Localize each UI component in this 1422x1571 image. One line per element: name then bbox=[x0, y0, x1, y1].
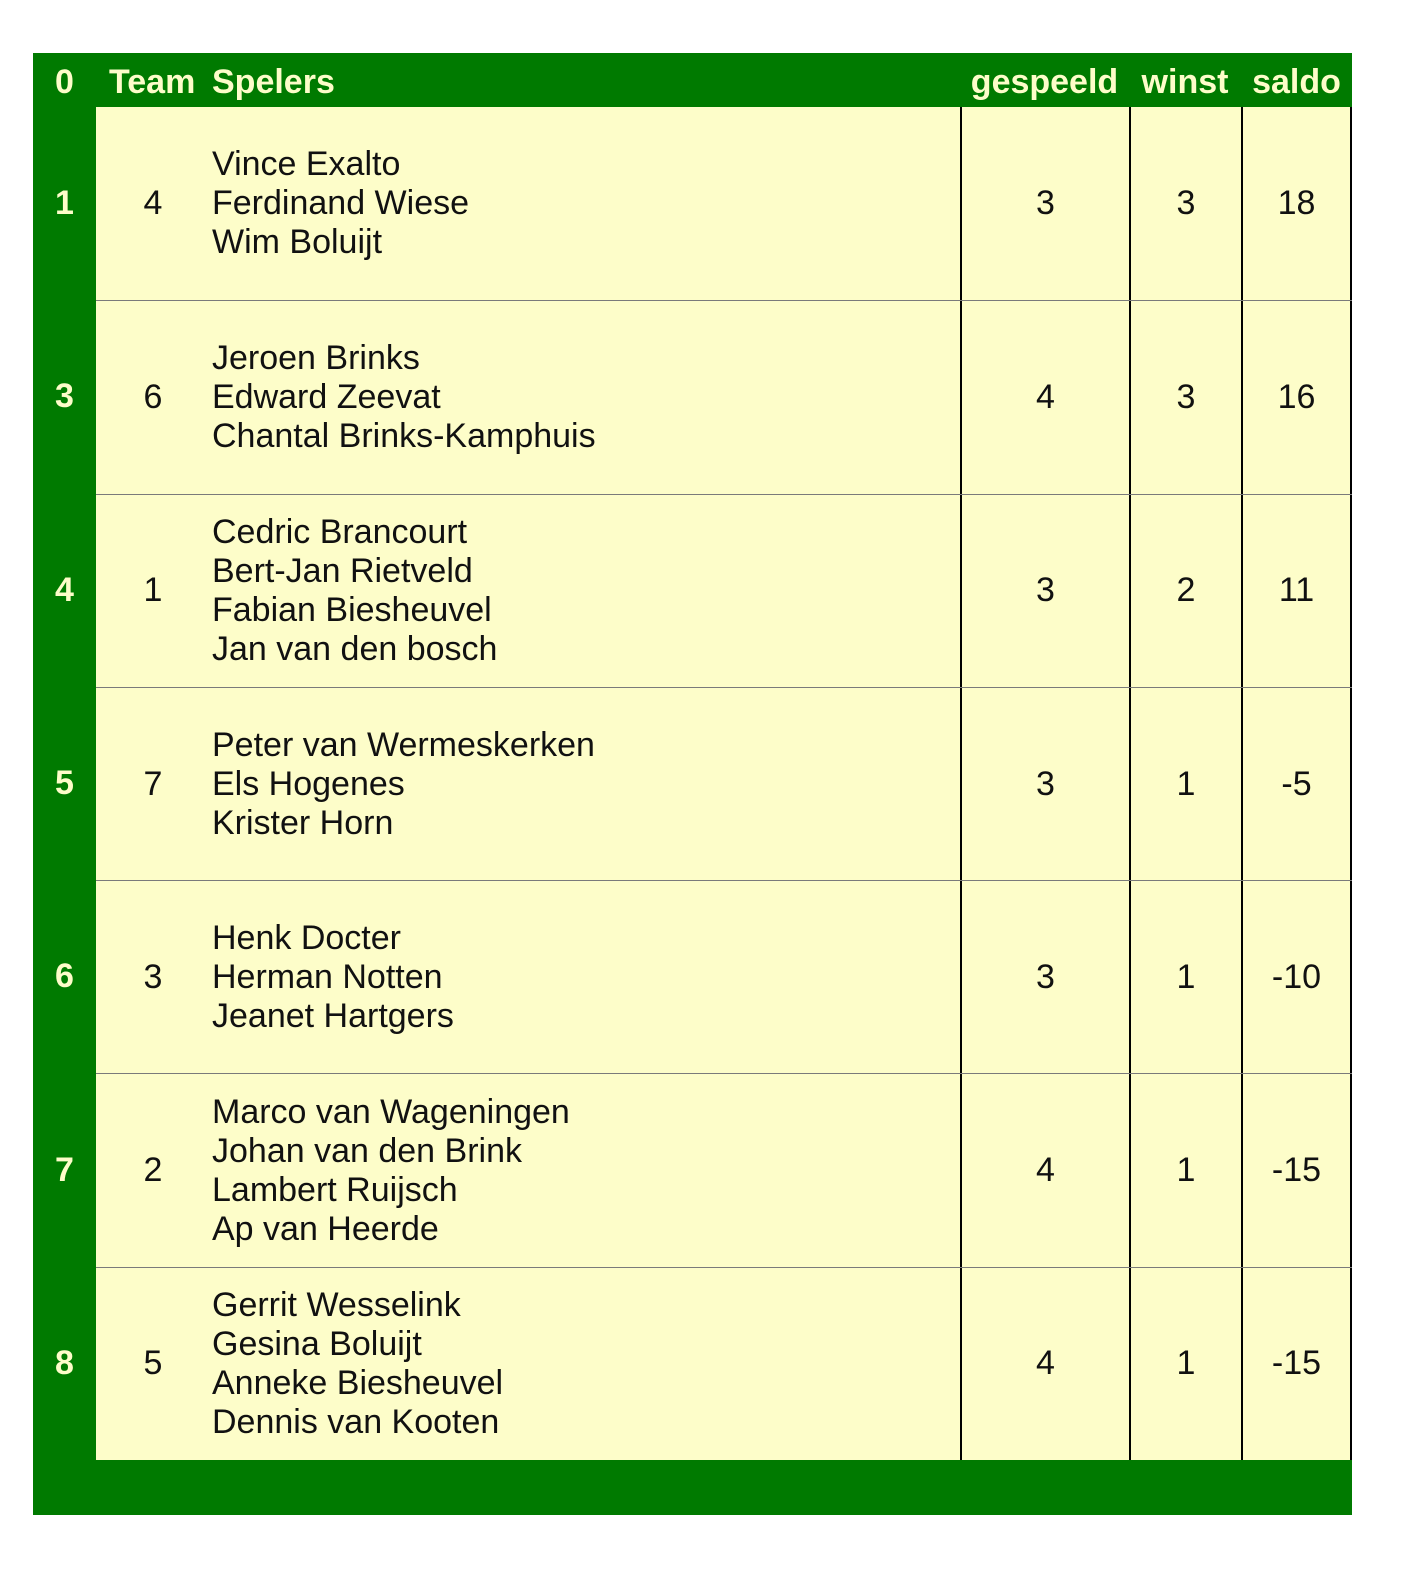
winst-cell: 1 bbox=[1129, 1074, 1241, 1266]
player-name: Els Hogenes bbox=[212, 764, 405, 803]
player-name: Gesina Boluijt bbox=[212, 1324, 422, 1363]
team-cell: 1 bbox=[143, 571, 163, 610]
player-name: Bert-Jan Rietveld bbox=[212, 551, 473, 590]
saldo-cell: -10 bbox=[1241, 881, 1352, 1073]
team-cell: 4 bbox=[143, 184, 163, 223]
header-rank: 0 bbox=[55, 63, 74, 101]
rank-cell: 3 bbox=[55, 377, 74, 416]
table-row bbox=[33, 1267, 1352, 1460]
standings-table bbox=[33, 53, 1352, 1515]
saldo-cell: 11 bbox=[1241, 495, 1352, 687]
header-gespeeld: gespeeld bbox=[970, 63, 1119, 101]
team-cell: 5 bbox=[143, 1344, 163, 1383]
team-cell: 6 bbox=[143, 377, 163, 416]
winst-cell: 1 bbox=[1129, 688, 1241, 880]
player-name: Marco van Wageningen bbox=[212, 1092, 570, 1131]
header-saldo: saldo bbox=[1252, 63, 1341, 101]
saldo-cell: -15 bbox=[1241, 1074, 1352, 1266]
player-name: Jan van den bosch bbox=[212, 629, 498, 668]
winst-cell: 2 bbox=[1129, 495, 1241, 687]
player-name: Jeroen Brinks bbox=[212, 338, 420, 377]
team-cell: 3 bbox=[143, 957, 163, 996]
players-cell bbox=[212, 301, 952, 493]
winst-cell: 3 bbox=[1129, 301, 1241, 493]
rank-cell: 1 bbox=[55, 184, 74, 223]
players-cell bbox=[212, 881, 952, 1073]
player-name: Herman Notten bbox=[212, 957, 443, 996]
table-row bbox=[33, 1073, 1352, 1266]
player-name: Johan van den Brink bbox=[212, 1131, 522, 1170]
rank-cell: 4 bbox=[55, 570, 74, 609]
row-cells bbox=[96, 1073, 1352, 1266]
player-name: Peter van Wermeskerken bbox=[212, 725, 595, 764]
winst-cell: 1 bbox=[1129, 1268, 1241, 1460]
gespeeld-cell: 4 bbox=[960, 1074, 1129, 1266]
player-name: Fabian Biesheuvel bbox=[212, 590, 492, 629]
player-name: Edward Zeevat bbox=[212, 377, 441, 416]
player-name: Ap van Heerde bbox=[212, 1209, 439, 1248]
player-name: Dennis van Kooten bbox=[212, 1402, 500, 1441]
gespeeld-cell: 3 bbox=[960, 495, 1129, 687]
rank-cell: 7 bbox=[55, 1150, 74, 1189]
table-row bbox=[33, 687, 1352, 880]
team-cell: 7 bbox=[143, 764, 163, 803]
saldo-cell: 18 bbox=[1241, 107, 1352, 300]
row-cells bbox=[96, 880, 1352, 1073]
row-cells bbox=[96, 300, 1352, 493]
players-cell bbox=[212, 1268, 952, 1460]
gespeeld-cell: 3 bbox=[960, 881, 1129, 1073]
row-cells bbox=[96, 1267, 1352, 1460]
players-cell bbox=[212, 1074, 952, 1266]
row-cells bbox=[96, 687, 1352, 880]
player-name: Vince Exalto bbox=[212, 145, 401, 184]
winst-cell: 3 bbox=[1129, 107, 1241, 300]
table-header bbox=[33, 53, 1352, 107]
players-cell bbox=[212, 495, 952, 687]
team-cell: 2 bbox=[143, 1151, 163, 1190]
row-cells bbox=[96, 107, 1352, 300]
player-name: Lambert Ruijsch bbox=[212, 1170, 458, 1209]
gespeeld-cell: 4 bbox=[960, 1268, 1129, 1460]
player-name: Krister Horn bbox=[212, 803, 394, 842]
player-name: Cedric Brancourt bbox=[212, 512, 468, 551]
players-cell bbox=[212, 688, 952, 880]
player-name: Anneke Biesheuvel bbox=[212, 1363, 504, 1402]
header-winst: winst bbox=[1141, 63, 1229, 101]
header-team: Team bbox=[109, 63, 196, 101]
table-row bbox=[33, 107, 1352, 300]
saldo-cell: -15 bbox=[1241, 1268, 1352, 1460]
player-name: Ferdinand Wiese bbox=[212, 184, 470, 223]
saldo-cell: -5 bbox=[1241, 688, 1352, 880]
table-row bbox=[33, 300, 1352, 493]
header-spelers: Spelers bbox=[212, 63, 335, 101]
players-cell bbox=[212, 107, 952, 300]
player-name: Henk Docter bbox=[212, 918, 401, 957]
row-cells bbox=[96, 494, 1352, 687]
table-row bbox=[33, 880, 1352, 1073]
rank-cell: 8 bbox=[55, 1343, 74, 1382]
saldo-cell: 16 bbox=[1241, 301, 1352, 493]
player-name: Jeanet Hartgers bbox=[212, 996, 454, 1035]
table-body bbox=[33, 107, 1352, 1460]
winst-cell: 1 bbox=[1129, 881, 1241, 1073]
rank-cell: 5 bbox=[55, 764, 74, 803]
gespeeld-cell: 3 bbox=[960, 688, 1129, 880]
gespeeld-cell: 3 bbox=[960, 107, 1129, 300]
player-name: Chantal Brinks-Kamphuis bbox=[212, 416, 596, 455]
player-name: Wim Boluijt bbox=[212, 223, 383, 262]
gespeeld-cell: 4 bbox=[960, 301, 1129, 493]
player-name: Gerrit Wesselink bbox=[212, 1285, 461, 1324]
table-row bbox=[33, 494, 1352, 687]
rank-cell: 6 bbox=[55, 957, 74, 996]
